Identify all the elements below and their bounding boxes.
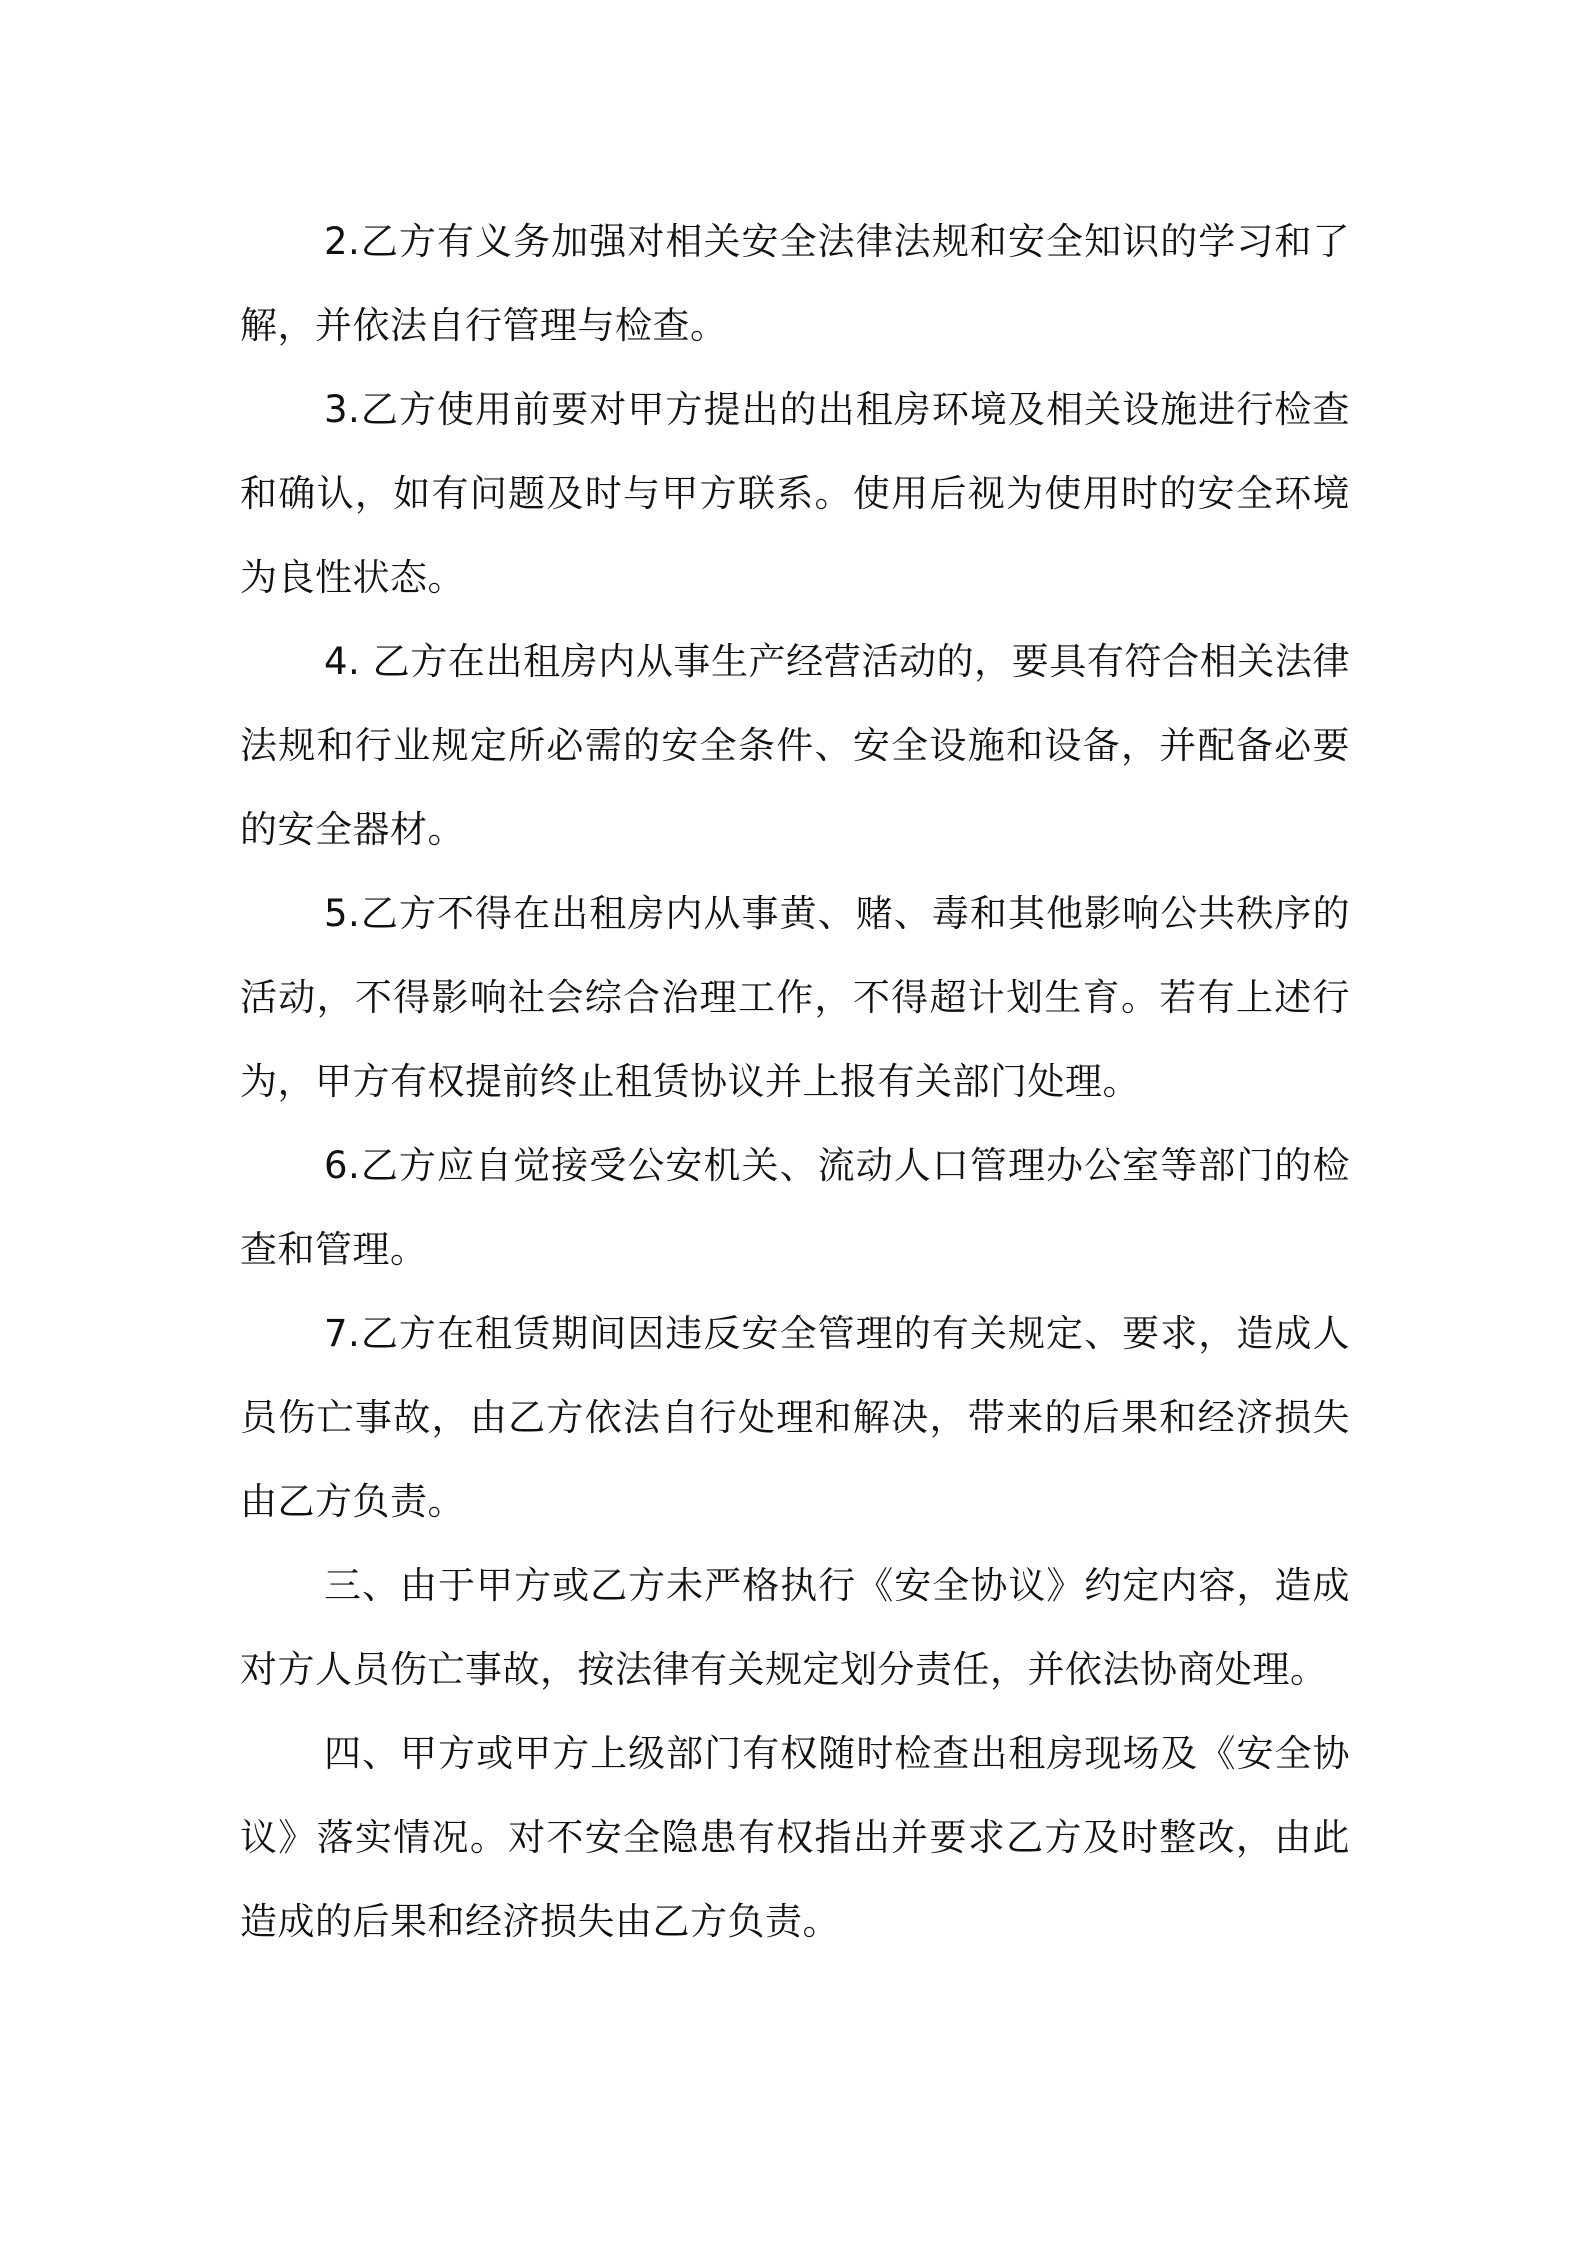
clause-6-paragraph: 6.乙方应自觉接受公安机关、流动人口管理办公室等部门的检查和管理。 — [240, 1144, 1350, 1271]
section-4-paragraph: 四、甲方或甲方上级部门有权随时检查出租房现场及《安全协议》落实情况。对不安全隐患有权指出并要求乙方及时整改，由此造成的后果和经济损失由乙方负责。 — [240, 1732, 1350, 1943]
section-3-paragraph: 三、由于甲方或乙方未严格执行《安全协议》约定内容，造成对方人员伤亡事故，按法律有关规定划分责任，并依法协商处理。 — [240, 1564, 1350, 1691]
document-page — [240, 200, 1350, 1964]
clause-2-paragraph: 2.乙方有义务加强对相关安全法律法规和安全知识的学习和了解，并依法自行管理与检查。 — [240, 220, 1350, 347]
clause-5-paragraph: 5.乙方不得在出租房内从事黄、赌、毒和其他影响公共秩序的活动，不得影响社会综合治理工作，不得超计划生育。若有上述行为，甲方有权提前终止租赁协议并上报有关部门处理。 — [240, 892, 1350, 1103]
clause-7-paragraph: 7.乙方在租赁期间因违反安全管理的有关规定、要求，造成人员伤亡事故，由乙方依法自行处理和解决，带来的后果和经济损失由乙方负责。 — [240, 1312, 1350, 1523]
clause-3-paragraph: 3.乙方使用前要对甲方提出的出租房环境及相关设施进行检查和确认，如有问题及时与甲方联系。使用后视为使用时的安全环境为良性状态。 — [240, 388, 1350, 599]
clause-4-paragraph: 4. 乙方在出租房内从事生产经营活动的，要具有符合相关法律法规和行业规定所必需的安全条件、安全设施和设备，并配备必要的安全器材。 — [240, 640, 1350, 851]
